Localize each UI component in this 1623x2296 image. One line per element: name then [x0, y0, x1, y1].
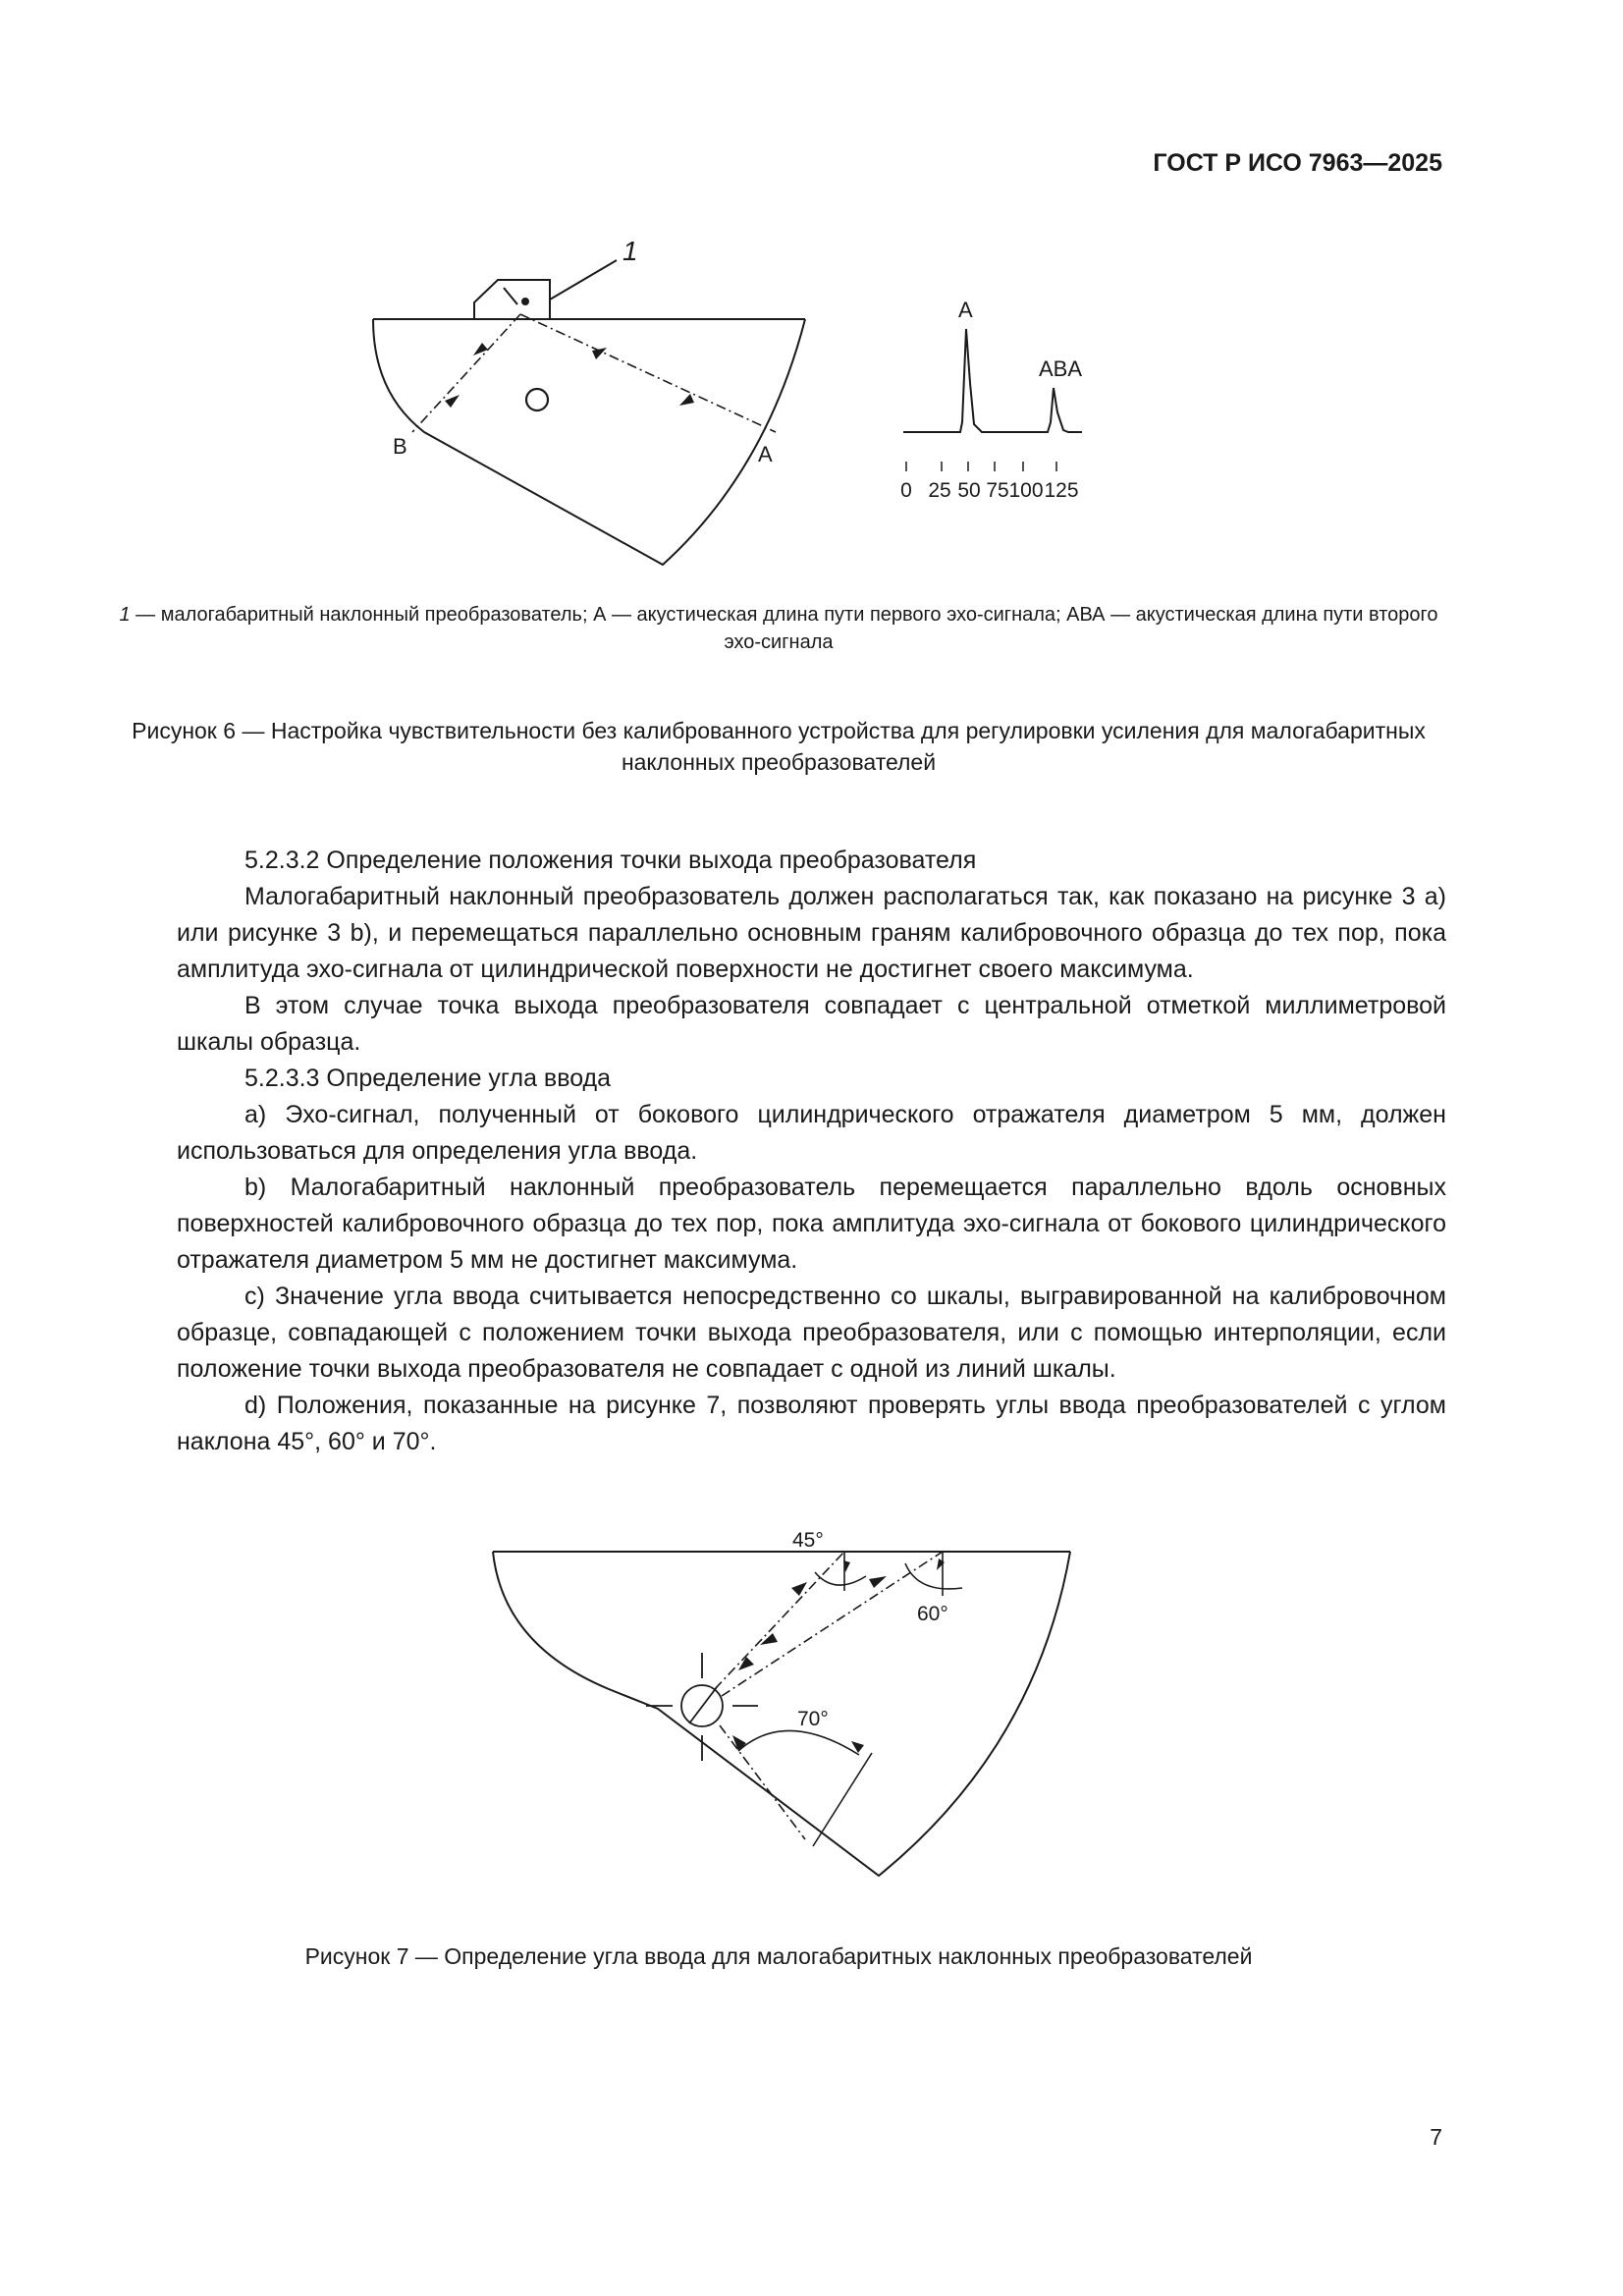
angle-70-label: 70°: [797, 1708, 829, 1730]
path-arrows: [445, 343, 694, 408]
scale-tick-25: 25: [928, 479, 951, 502]
paragraph: a) Эхо-сигнал, полученный от бокового цилиндрического отражателя диаметром 5 мм, должен использоваться для определения угла ввода.: [177, 1101, 1446, 1165]
scale-tick-125: 125: [1044, 479, 1079, 502]
figure-6-legend: [116, 601, 1441, 656]
sound-paths: [412, 314, 776, 432]
paragraph: c) Значение угла ввода считывается непосредственно со шкалы, выгравированной на калибровочном образце, совпадающей с положением точки выхода преобразователя, или с помощью интерполяции, если положение точки выхода преобразователя не совпадает с одной из линий шкалы.: [177, 1283, 1446, 1383]
beam-paths: [715, 1552, 943, 1839]
paragraph: Малогабаритный наклонный преобразователь должен располагаться так, как показано на рисунке 3 а) или рисунке 3 b), и перемещаться параллельно основным граням калибровочного образца до тех пор, пока амплитуда эхо-сигнала от цилиндрической поверхности не достигнет своего максимума.: [177, 883, 1446, 983]
scale-tick-50: 50: [957, 479, 981, 502]
label-a: A: [758, 442, 773, 466]
legend-text: — малогабаритный наклонный преобразователь; А — акустическая длина пути первого эхо-сигнала; АВА — акустическая длина пути второго эхо-сигнала: [130, 604, 1438, 653]
figure-6-caption: Рисунок 6 — Настройка чувствительности без калиброванного устройства для регулировки усиления для малогабаритных наклонных преобразователей: [132, 718, 1426, 775]
angle-45-label: 45°: [792, 1529, 824, 1552]
document-header: ГОСТ Р ИСО 7963—2025: [1153, 149, 1442, 177]
scale-tick-100: 100: [1008, 479, 1044, 502]
paragraph: 5.2.3.2 Определение положения точки выхода преобразователя: [244, 847, 977, 874]
callout-1: 1: [622, 236, 638, 266]
angle-60-label: 60°: [917, 1603, 948, 1625]
paragraph: b) Малогабаритный наклонный преобразователь перемещается параллельно вдоль основных поверхностей калибровочного образца до тех пор, пока амплитуда эхо-сигнала от бокового цилиндрического отражателя диаметром 5 мм не достигнет максимума.: [177, 1174, 1446, 1274]
page-number: 7: [1430, 2124, 1442, 2150]
figure-7-caption: Рисунок 7 — Определение угла ввода для малогабаритных наклонных преобразователей: [304, 1943, 1253, 1969]
body-text: [177, 843, 1446, 1460]
figure-6-diagram: [363, 226, 1198, 579]
side-drilled-hole: [526, 389, 548, 410]
graph-label-a: A: [958, 298, 973, 322]
scale-tick-marks: [906, 462, 1056, 471]
scale-tick-75: 75: [986, 479, 1009, 502]
paragraph: 5.2.3.3 Определение угла ввода: [244, 1065, 612, 1092]
graph-label-aba: ABA: [1039, 356, 1083, 381]
angle-arcs: [738, 1552, 962, 1846]
arc-arrowheads: [843, 1558, 945, 1753]
figure-7-diagram: [481, 1507, 1090, 1890]
calibration-block-outline: [373, 319, 805, 565]
probe-shape: [474, 260, 617, 319]
paragraph: В этом случае точка выхода преобразователя совпадает с центральной отметкой миллиметровой шкалы образца.: [177, 992, 1446, 1056]
paragraph: d) Положения, показанные на рисунке 7, позволяют проверять углы ввода преобразователей с углом наклона 45°, 60° и 70°.: [177, 1392, 1446, 1455]
legend-number: 1: [119, 604, 131, 626]
label-b: B: [393, 434, 407, 459]
calibration-block-outline: [493, 1552, 1070, 1876]
scale-tick-0: 0: [900, 479, 912, 502]
